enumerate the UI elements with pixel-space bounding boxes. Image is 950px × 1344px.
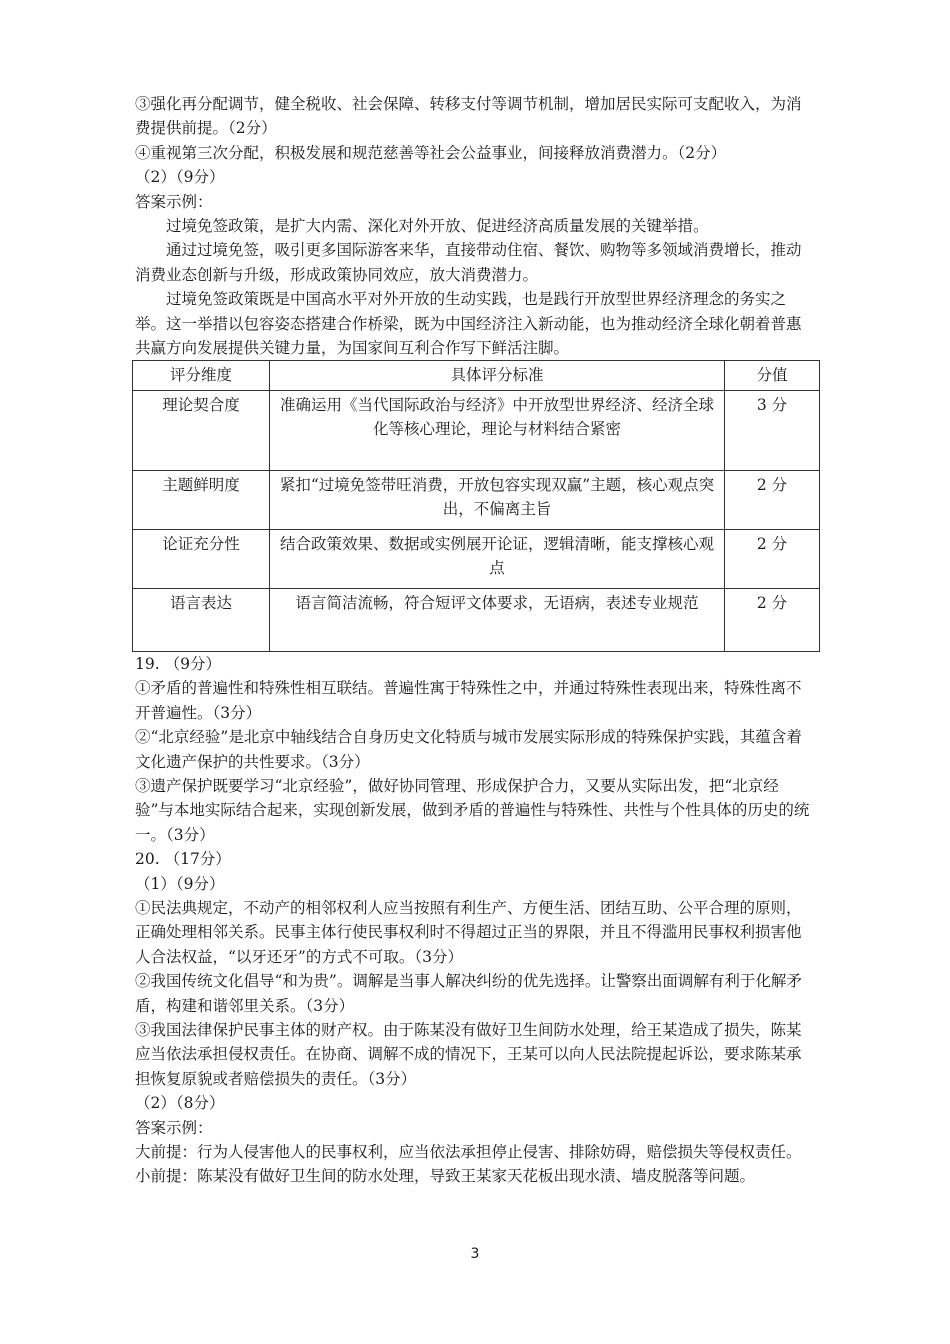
paragraph: ③强化再分配调节，健全税收、社会保障、转移支付等调节机制，增加居民实际可支配收入，为消费提供前提。（2分） [135, 95, 802, 138]
paragraph: ③我国法律保护民事主体的财产权。由于陈某没有做好卫生间防水处理，给王某造成了损失，陈某应当依法承担侵权责任。在协商、调解不成的情况下，王某可以向人民法院提起诉讼，要求陈某承担恢复原貌或者赔偿损失的责任。（3分） [135, 1020, 802, 1088]
question-heading: 20. （17分） [135, 850, 231, 869]
table-header-cell: 具体评分标准 [270, 361, 725, 390]
answer-example-label: 答案示例： [135, 1118, 213, 1137]
table-cell-criteria: 紧扣“过境免签带旺消费，开放包容实现双赢”主题，核心观点突出，不偏离主旨 [270, 470, 725, 529]
question-heading: 19. （9分） [135, 654, 221, 673]
paragraph: 过境免签政策既是中国高水平对外开放的生动实践，也是践行开放型世界经济理念的务实之举。这一举措以包容姿态搭建合作桥梁，既为中国经济注入新动能，也为推动经济全球化朝着普惠共赢方向发展提供关键力量，为国家间互利合作写下鲜活注脚。 [135, 290, 802, 358]
table-cell-dimension: 主题鲜明度 [133, 470, 270, 529]
table-cell-criteria: 结合政策效果、数据或实例展开论证，逻辑清晰，能支撑核心观点 [270, 529, 725, 588]
answer-example-label: 答案示例： [135, 192, 213, 211]
paragraph: 通过过境免签，吸引更多国际游客来华，直接带动住宿、餐饮、购物等多领域消费增长，推动消费业态创新与升级，形成政策协同效应，放大消费潜力。 [135, 241, 802, 284]
paragraph: ②我国传统文化倡导“和为贵”。调解是当事人解决纠纷的优先选择。让警察出面调解有利于化解矛盾，构建和谐邻里关系。（3分） [135, 972, 802, 1015]
paragraph: 过境免签政策，是扩大内需、深化对外开放、促进经济高质量发展的关键举措。 [166, 217, 709, 236]
table-header-row [133, 361, 820, 390]
paragraph: 小前提：陈某没有做好卫生间的防水处理，导致王某家天花板出现水渍、墙皮脱落等问题。 [135, 1167, 756, 1186]
page-content [135, 92, 815, 1189]
table-row [133, 588, 820, 651]
table-row [133, 390, 820, 470]
paragraph: ②“北京经验”是北京中轴线结合自身历史文化特质与城市发展实际形成的特殊保护实践，其蕴含着文化遗产保护的共性要求。（3分） [135, 728, 802, 771]
subquestion-heading: （2）（8分） [135, 1094, 225, 1113]
paragraph: ④重视第三次分配，积极发展和规范慈善等社会公益事业，间接释放消费潜力。（2分） [135, 143, 727, 162]
subquestion-heading: （1）（9分） [135, 874, 225, 893]
table-cell-dimension: 论证充分性 [133, 529, 270, 588]
subquestion-heading: （2）（9分） [135, 168, 225, 187]
table-row [133, 529, 820, 588]
page-number: 3 [470, 1246, 480, 1262]
table-header-cell: 评分维度 [133, 361, 270, 390]
paragraph: ①民法典规定，不动产的相邻权利人应当按照有利生产、方便生活、团结互助、公平合理的原则，正确处理相邻关系。民事主体行使民事权利时不得超过正当的界限，并且不得滥用民事权利损害他人合法权益，“以牙还牙”的方式不可取。（3分） [135, 898, 802, 966]
table-cell-score: 2 分 [725, 470, 820, 529]
table-row [133, 470, 820, 529]
table-cell-score: 2 分 [725, 529, 820, 588]
table-cell-score: 3 分 [725, 390, 820, 470]
paragraph: ③遗产保护既要学习“北京经验”，做好协同管理、形成保护合力，又要从实际出发，把“北京经验”与本地实际结合起来，实现创新发展，做到矛盾的普遍性与特殊性、共性与个性具体的历史的统一。（3分） [135, 776, 810, 844]
table-cell-dimension: 语言表达 [133, 588, 270, 651]
table-cell-score: 2 分 [725, 588, 820, 651]
table-header-cell: 分值 [725, 361, 820, 390]
table-cell-criteria: 语言简洁流畅，符合短评文体要求，无语病，表述专业规范 [270, 588, 725, 651]
paragraph: ①矛盾的普遍性和特殊性相互联结。普遍性寓于特殊性之中，并通过特殊性表现出来，特殊性离不开普遍性。（3分） [135, 679, 802, 722]
scoring-table [132, 360, 820, 651]
table-cell-dimension: 理论契合度 [133, 390, 270, 470]
table-cell-criteria: 准确运用《当代国际政治与经济》中开放型世界经济、经济全球化等核心理论，理论与材料结合紧密 [270, 390, 725, 470]
paragraph: 大前提：行为人侵害他人的民事权利，应当依法承担停止侵害、排除妨碍，赔偿损失等侵权责任。 [135, 1143, 802, 1161]
